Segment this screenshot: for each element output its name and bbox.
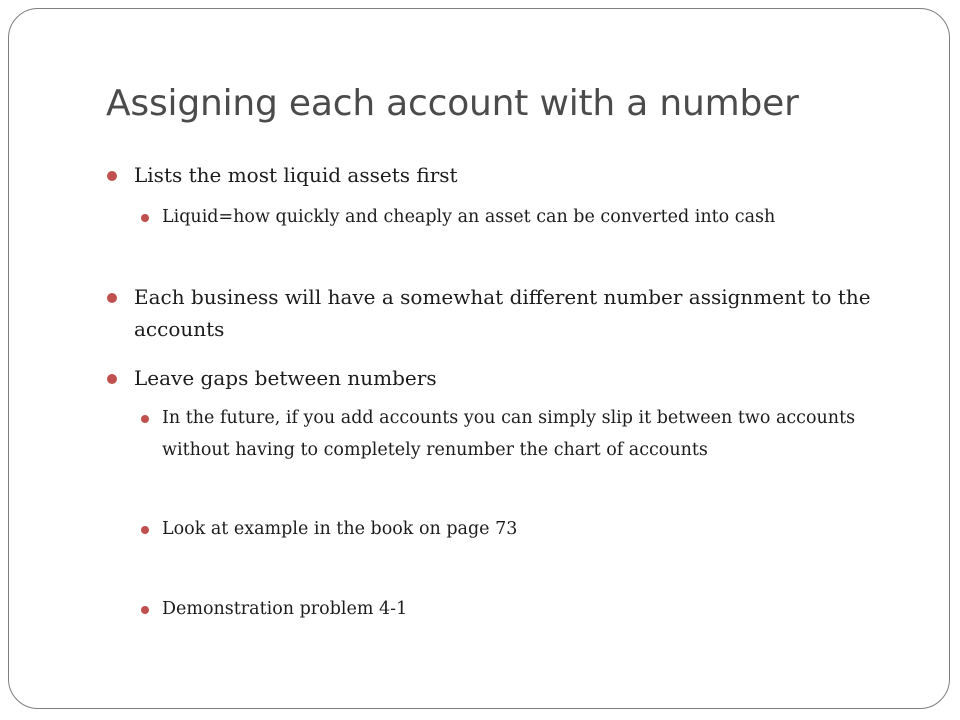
bullet-item <box>134 159 894 191</box>
bullet-dot-icon <box>141 214 149 222</box>
bullet-dot-icon <box>107 293 117 303</box>
bullet-text: Liquid=how quickly and cheaply an asset can be converted into cash <box>162 207 776 227</box>
sub-bullet-item <box>162 513 912 545</box>
sub-bullet-item <box>162 593 912 625</box>
bullet-text: In the future, if you add accounts you can simply slip it between two accounts without having to completely renumber the chart of accounts <box>162 408 856 460</box>
bullet-item <box>134 362 894 394</box>
bullet-dot-icon <box>107 374 117 384</box>
bullet-text: Look at example in the book on page 73 <box>162 519 518 539</box>
bullet-text: Each business will have a somewhat different number assignment to the accounts <box>134 285 871 341</box>
bullet-dot-icon <box>107 171 117 181</box>
bullet-text: Lists the most liquid assets first <box>134 163 458 187</box>
sub-bullet-item <box>162 402 912 466</box>
bullet-text: Demonstration problem 4-1 <box>162 599 408 619</box>
sub-bullet-item <box>162 201 912 233</box>
bullet-dot-icon <box>141 526 149 534</box>
bullet-dot-icon <box>141 606 149 614</box>
slide-title: Assigning each account with a number <box>106 83 799 124</box>
bullet-dot-icon <box>141 415 149 423</box>
bullet-text: Leave gaps between numbers <box>134 366 437 390</box>
bullet-item <box>134 281 894 345</box>
